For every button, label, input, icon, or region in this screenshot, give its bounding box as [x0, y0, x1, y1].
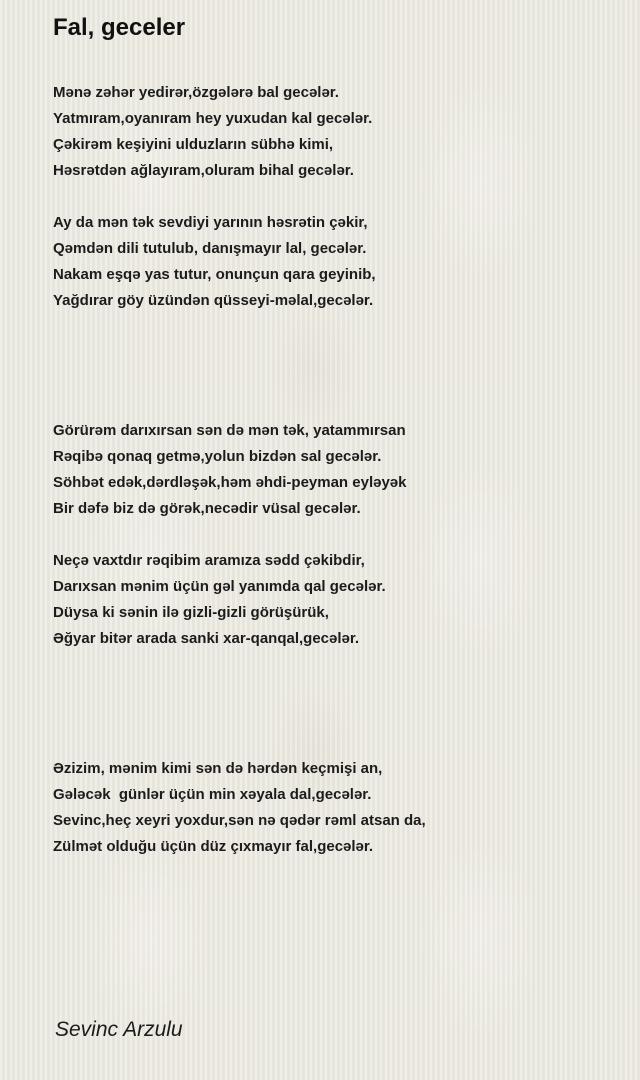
poem-line: Əzizim, mənim kimi sən də hərdən keçmişi an,: [53, 760, 383, 777]
poem-line: Düysa ki sənin ilə gizli-gizli görüşürük,: [53, 604, 329, 621]
poem-author: Sevinc Arzulu: [55, 1018, 183, 1041]
stanza-spacer: [53, 184, 613, 210]
poem-line: Bir dəfə biz də görək,necədir vüsal gecələr.: [53, 500, 361, 517]
section-spacer: [53, 314, 613, 418]
poem-line: Darıxsan mənim üçün gəl yanımda qal gecələr.: [53, 578, 386, 595]
stanza-4: [53, 548, 613, 652]
poem-line: Sevinc,heç xeyri yoxdur,sən nə qədər rəml atsan da,: [53, 812, 426, 829]
poem-line: Görürəm darıxırsan sən də mən tək, yatammırsan: [53, 422, 406, 439]
poem-line: Yatmıram,oyanıram hey yuxudan kal gecələr.: [53, 110, 373, 127]
poem-line: Nakam eşqə yas tutur, onunçun qara geyinib,: [53, 266, 376, 283]
stanza-2: [53, 210, 613, 314]
poem-line: Söhbət edək,dərdləşək,həm əhdi-peyman eyləyək: [53, 474, 407, 491]
poem-body: [53, 80, 613, 860]
poem-line: Çəkirəm keşiyini ulduzların sübhə kimi,: [53, 136, 334, 153]
poem-line: Həsrətdən ağlayıram,oluram bihal gecələr.: [53, 162, 354, 179]
poem-page: [53, 14, 613, 860]
poem-line: Rəqibə qonaq getmə,yolun bizdən sal gecələr.: [53, 448, 382, 465]
stanza-spacer: [53, 522, 613, 548]
section-spacer: [53, 652, 613, 756]
poem-line: Ay da mən tək sevdiyi yarının həsrətin çəkir,: [53, 214, 368, 231]
poem-line: Əğyar bitər arada sanki xar-qanqal,gecələr.: [53, 630, 360, 647]
poem-line: Yağdırar göy üzündən qüsseyi-məlal,gecələr.: [53, 292, 374, 309]
poem-line: Qəmdən dili tutulub, danışmayır lal, gecələr.: [53, 240, 367, 257]
poem-line: Mənə zəhər yedirər,özgələrə bal gecələr.: [53, 84, 339, 101]
stanza-1: [53, 80, 613, 184]
poem-line: Zülmət olduğu üçün düz çıxmayır fal,gecələr.: [53, 838, 374, 855]
poem-title: Fal, geceler: [53, 14, 186, 41]
poem-line: Gələcək günlər üçün min xəyala dal,gecələr.: [53, 786, 372, 803]
stanza-3: [53, 418, 613, 522]
stanza-5: [53, 756, 613, 860]
poem-line: Neçə vaxtdır rəqibim aramıza sədd çəkibdir,: [53, 552, 365, 569]
